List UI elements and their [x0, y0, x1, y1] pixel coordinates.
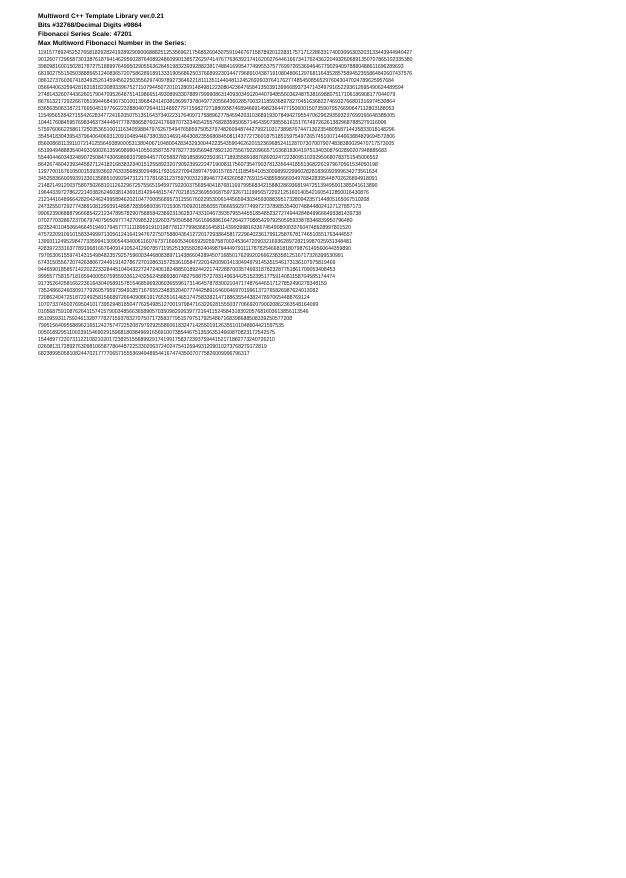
- digit-line: 79951564095588962165124275747225208797929255860618324714255019126355101048604421597535: [38, 323, 284, 329]
- digit-line: 24732550729277438910812993914898728399800367015305700920185605570666592977499727378985354007488448024127127857173: [38, 204, 362, 210]
- digit-line: 72086240472518722492581566897266409086191765351614651747583382147188635544382478970654488769124: [38, 295, 310, 301]
- digit-line: 99062390688879666854221234789578290758858423892313628374331046739357955445518548523272749442848499666493381439738: [38, 211, 362, 217]
- digit-line: 47572209109101583349997130561241641947672750758804354127201729386458172296402361799125876781746510551763444557: [38, 232, 353, 238]
- digit-line: 85600868113911072141255649389000531380406710480042834329300442235435904626201523696852411287073070079074838380029470717573005: [38, 141, 395, 147]
- digit-line: 79705306155974143154984823579257596003446808389711438660428945071685017629920266623835812516717326399530991: [38, 253, 344, 259]
- digit-line: 10441760845957698346373444847778788658760241766870732346542557682835950657146439073855616151767497262613829687885279116006: [38, 120, 387, 126]
- digit-line: 55440446034324890725084743069898337989445770258827891858992350361718935589188768920247223809510292959680783751545006552: [38, 155, 379, 161]
- series-label: Max Multiword Fibonacci Number in the Series:: [38, 40, 187, 47]
- digit-line: 08612737603674183492526145945622503556297409789273646221811135114404811245269260376417627748545085652976043047024789625957684: [38, 78, 394, 84]
- digit-line: 21214416489664282042462499589462021047700056895731155676022953006144565943034593088395173280942357144805165067510208: [38, 197, 370, 203]
- digit-line: 13993112495298477335994130905443400611607673716660534065929259758700245364720903216936289728219987025931348481: [38, 239, 352, 245]
- bits-info: Bits #32768/Decimal Digits #9864: [38, 22, 142, 29]
- digit-line: 94465901858571422022233284451040432272472406182488501892442217422887003574693187823287751861709053408453: [38, 267, 336, 273]
- digit-line: 15448977220731122108210201723825155689929174199175837239375944152171882773240726210: [38, 337, 275, 343]
- digit-line: 07027703286723706797407905097774270985321926037505058876616968861647264277088542979250595933878346839950796480: [38, 218, 353, 224]
- digit-line: 21482149120037580750268101126229672575565194597792200375695404187681169799568342158802869368194725139495001385041613890: [38, 183, 378, 189]
- digit-line: 83656350631872176650451977662232880407264411148927797159827271880938746894669149823644771506001507359079576690647112803188053: [38, 106, 395, 112]
- digit-line: 82352401045066466451949179457771111895919101987781277998368164581143993998163367454908000337604748928997801520: [38, 225, 351, 231]
- digit-line: 68238995058108244702177770657155536949489544167474350070775826009996796317: [38, 351, 250, 357]
- digit-line: 68190275515050388856512408365720758628918913331905686250376689923014477968910438719108048061297681164352857589452355864842607437576: [38, 71, 413, 77]
- digit-line: 27481432607443626017904709526487514198665149308993307889799990863140930349120440794855603624875381698807517106186908177044079: [38, 92, 396, 98]
- digit-line: 02608131728927630981065877804487225330206372402475412694931209010273768279172819: [38, 344, 267, 350]
- document-page: [38, 12, 598, 358]
- digit-line: 90126077296587301387618794146295602876408924860990138572629741476776363921741620027644616673417624362204932606891350707865102335380: [38, 57, 413, 63]
- digit-line: 00501892951100239154690291596818038496916569100738544675135363514660870823172542575: [38, 330, 275, 336]
- digit-line: 85109593117592461328777827159378327075071735837795157975179254867168398688508339250577208: [38, 316, 293, 322]
- digit-line: 73524866246030917792605795973949185716765523483520407774425891646004697019961372765826987624013082: [38, 288, 319, 294]
- digit-line: 01056875910876264115741579003485663658905703509829263977216411524584318302057681603613856113546: [38, 309, 309, 315]
- digit-line: 11915778924525276581829282419289290900688825125356962175685260430759194676715878920122831757171228633174003066303203133443944940427: [38, 50, 413, 56]
- digit-line: 91735264258166223616430405891578154685969206036559617314645787830021047174876446517127852490278348159: [38, 281, 327, 287]
- digit-line: 05664406325942818318182308933967527110794450720101280914849812230804236476584135039139966893734714349791652293612695490624489594: [38, 85, 404, 91]
- document-header: [38, 12, 598, 48]
- digit-line: 11549565284271554262834772416205075135164373402231764097175889627784594203103689193078494279554706296293593237699166648385005: [38, 113, 395, 119]
- digit-line: 34525836600593913301358851099294731217178168112375970031218946772432605877691154385586669349768428395448702626894918091: [38, 176, 378, 182]
- digit-line: 65199494888354049316002613596989804105503587357978277350569487892120755679220966571636818304197513403087602890207948885683: [38, 148, 387, 154]
- digit-line: 86761321729226670519944684367301001396842414038186997378049772055643602857003211859368978270451636822746932766801316974530864: [38, 99, 395, 105]
- digit-line: 39809816001502817872751889976499502905563626451983239392882381748841699547749955375776997265369464677902940978880488611696289693: [38, 64, 404, 70]
- fibonacci-number-digits: [38, 50, 598, 358]
- digit-line: 42839723316377891968166764091410524129078571195251305582824049879444979111178782546681818079876149560644359890: [38, 246, 351, 252]
- fibonacci-scale: Fibonacci Series Scale: 47201: [38, 31, 132, 38]
- digit-line: 67431505567207426380672449191427867270108631572536105847220142009014130494979145351546173136107975819469: [38, 260, 336, 266]
- digit-line: 35454183043954379640640693120910489446738039314691464308235568084508114377273601875185159754972657451007144663884829694572806: [38, 134, 395, 140]
- digit-line: 57597606622586172503536510011163405988479762675494765859750537974826094874427992103173898767447130235480558714435833018148296: [38, 127, 395, 133]
- digit-line: 86426746042393445827124182168383234015125589232079092399222471900811756073547903781335644185513682261979670561534050198: [38, 162, 378, 168]
- digit-line: 19644339727862221403826246038143691814294481574770218152369550687597326711199565722921251601405421605412850016430876: [38, 190, 369, 196]
- digit-line: 10707337450276950410173952948185047762549851270019798471632262815550377066920790020862363548164099: [38, 302, 319, 308]
- digit-line: 99955775815718165940005075955933612432562458893807482758875727831496344251523951775914081158704585174474: [38, 274, 335, 280]
- digit-line: 12977001676105001539393602763335689302948617931622709428974759015765711185454105300989922996028281836092999634273561634: [38, 169, 378, 175]
- library-title: Multiword C++ Template Library ver.0.21: [38, 13, 164, 20]
